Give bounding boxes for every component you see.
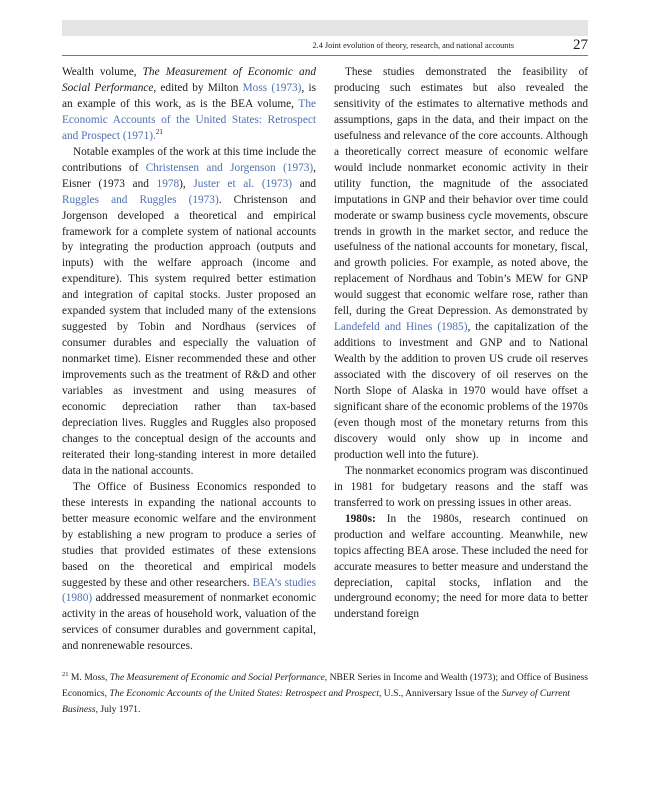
- page-number: 27: [573, 37, 588, 53]
- header-band: [62, 20, 588, 36]
- citation-link[interactable]: Christensen and Jorgenson (1973): [145, 161, 314, 174]
- paragraph: These studies demonstrated the feasibility of producing such estimates but also revealed the sensitivity of the estimates to alternative methods and assumptions, gaps in the data, and their impact on the usefulness and relevance of the core accounts. Although a theoretically correct measure of economic welfare would include nonmarket economic activity in their utility function, the magnitude of the associated imputations in GNP and their behavior over time could moderate or swamp business cycle movements, obscure trends in growth in the market sector, and reduce the usefulness of the national accounts for monetary, fiscal, and growth policies. For example, as noted above, the replacement of Nordhaus and Tobin’s MEW for GNP would suggest that economic welfare rose, rather than fell, during the Great Depression. As demonstrated by Landefeld and Hines (1985), the capitalization of the additions to investment and GNP and to National Wealth by the addition to proven US crude oil reserves associated with the discovery of oil reserves on the North Slope of Alaska in 1970 would have offset a significant share of the economic problems of the 1970s (even though most of the monetary returns from this discovery would only show up in income and production well into the future).: [334, 66, 589, 461]
- running-head: 2.4 Joint evolution of theory, research, and national accounts: [312, 41, 514, 50]
- footnote-marker: 21: [62, 671, 69, 678]
- citation-link[interactable]: The Economic Accounts of the United States: Retrospect and Prospect (1971).: [62, 97, 316, 142]
- book-title: The Measurement of Economic and Social Performance: [62, 66, 316, 94]
- footnote: $^{21}$ M. Moss, The Measurement of Economic and Social Performance, NBER Series in Income and Wealth (1973); and Office of Business Economics, The Economic Accounts of the United States: Retrospect and Prospect, U.S., Anniversary Issue of the Survey of Current Business, July 1971.: [62, 671, 588, 715]
- header-rule: [62, 55, 588, 56]
- section-lead: 1980s:: [345, 512, 376, 525]
- paragraph: The nonmarket economics program was discontinued in 1981 for budgetary reasons and the staff was transferred to work on pressing issues in other areas.: [334, 464, 588, 509]
- citation-link[interactable]: BEA’s studies (1980): [62, 576, 316, 605]
- citation-link[interactable]: Moss (1973): [242, 81, 302, 94]
- citation-link[interactable]: 1978: [156, 177, 180, 190]
- paragraph: Wealth volume, The Measurement of Economic and Social Performance, edited by Milton Moss (1973), is an example of this work, as is the BEA volume, The Economic Accounts of the United States: Retrospect and Prospect (1971).$^{21}$: [62, 66, 316, 142]
- right-column: [334, 65, 588, 623]
- citation-link[interactable]: Juster et al. (1973): [193, 177, 293, 190]
- citation-link[interactable]: Landefeld and Hines (1985): [334, 321, 468, 334]
- paragraph: 1980s: In the 1980s, research continued on production and welfare accounting. Meanwhile, new topics affecting BEA arose. These included the need for accurate measures to better measure and understand the depreciation, capital stocks, inflation and the underground economy; the need for more data to better understand foreign: [334, 512, 588, 621]
- left-column: [62, 65, 316, 655]
- citation-link[interactable]: Ruggles and Ruggles (1973): [62, 193, 219, 206]
- footnote-ref[interactable]: 21: [155, 127, 163, 136]
- paragraph: Notable examples of the work at this time include the contributions of Christensen and Jorgenson (1973), Eisner (1973 and 1978), Juster et al. (1973) and Ruggles and Ruggles (1973). Christenson and Jorgenson developed a theoretical and empirical framework for a complete system of national accounts by integrating the production approach (outputs and inputs) with the welfare approach (income and expenditure). This system required better estimation and integration of capital stocks. Juster proposed an expanded system that included many of the extensions suggested by Tobin and Nordhaus (services of consumer durables and especially the valuation of nonmarket time). Eisner recommended these and other improvements such as the treatment of R&D and other variables as investment and using measures of economic depreciation rather than tax-based depreciation lives. Ruggles and Ruggles also proposed changes to the conceptual design of the accounts and reiterated their long-standing interest in more detailed data in the national accounts.: [62, 145, 317, 477]
- paragraph: The Office of Business Economics responded to these interests in expanding the national accounts to better measure economic welfare and the environment by establishing a new program to produce a series of studies that provided estimates of these extensions based on the theoretical and empirical models suggested by these and other researchers. BEA’s studies (1980) addressed measurement of nonmarket economic activity in the areas of household work, valuation of the services of consumer durables and government capital, and nonrenewable resources.: [62, 480, 316, 653]
